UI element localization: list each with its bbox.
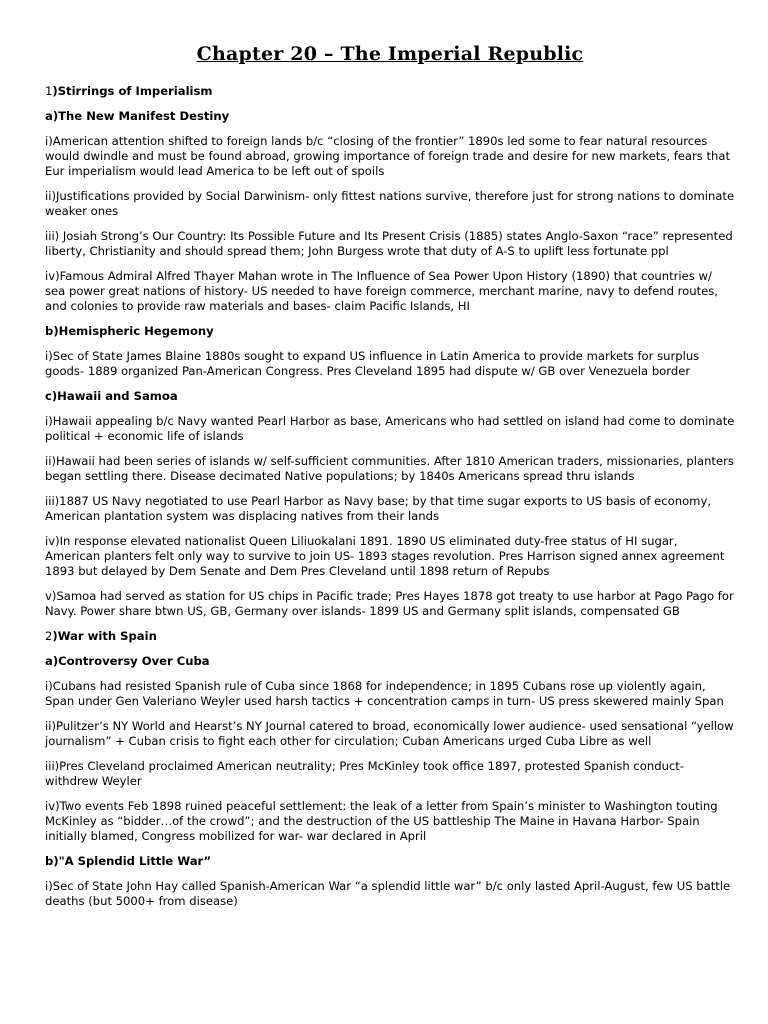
subsection-prefix: b — [45, 854, 54, 868]
paragraph: iii)Pres Cleveland proclaimed American neutrality; Pres McKinley took office 1897, protested Spanish conduct- withdrew Weyler — [45, 759, 685, 788]
subsection-prefix: a — [45, 654, 53, 668]
paragraph: ii)Hawaii had been series of islands w/ self-sufficient communities. After 1810 American traders, missionaries, planters began settling there. Disease decimated Native populations; by 1840s Americans spread thru islands — [45, 454, 734, 483]
section-title: )Stirrings of Imperialism — [52, 84, 213, 98]
document-page — [45, 0, 735, 909]
section-heading — [45, 629, 735, 644]
subsection-title: )The New Manifest Destiny — [52, 109, 230, 123]
subsection-title: )Hawaii and Samoa — [51, 389, 178, 403]
subsection-heading — [45, 854, 735, 869]
section-heading — [45, 84, 735, 99]
subsection-title: )Controversy Over Cuba — [52, 654, 210, 668]
page-title: Chapter 20 – The Imperial Republic — [196, 43, 584, 65]
paragraph: iv)Two events Feb 1898 ruined peaceful settlement: the leak of a letter from Spain’s minister to Washington touting McKinley as “bidder…of the crowd”; and the destruction of the US battleship The Maine in Havana Harbor- Spain initially blamed, Congress mobilized for war- war declared in April — [45, 799, 718, 843]
paragraph: i)Sec of State James Blaine 1880s sought to expand US influence in Latin America to provide markets for surplus goods- 1889 organized Pan-American Congress. Pres Cleveland 1895 had dispute w/ GB over Venezuela border — [45, 349, 700, 378]
document-body — [45, 84, 735, 909]
subsection-heading — [45, 324, 735, 339]
paragraph: ii)Justifications provided by Social Darwinism- only fittest nations survive, therefore just for strong nations to dominate weaker ones — [45, 189, 735, 218]
paragraph: i)American attention shifted to foreign lands b/c “closing of the frontier” 1890s led some to fear natural resources would dwindle and must be found abroad, growing importance of foreign trade and desire for new markets, fears that Eur imperialism would lead America to be left out of spoils — [45, 134, 731, 178]
section-number: 2 — [45, 629, 53, 643]
subsection-heading — [45, 109, 735, 124]
paragraph: iv)Famous Admiral Alfred Thayer Mahan wrote in The Influence of Sea Power Upon History (1890) that countries w/ sea power great nations of history- US needed to have foreign commerce, merchant marine, navy to defend routes, and colonies to provide raw materials and bases- claim Pacific Islands, HI — [45, 269, 718, 313]
paragraph: v)Samoa had served as station for US chips in Pacific trade; Pres Hayes 1878 got treaty to use harbor at Pago Pago for Navy. Power share btwn US, GB, Germany over islands- 1899 US and Germany split islands, compensated GB — [45, 589, 734, 618]
section-title: )War with Spain — [52, 629, 157, 643]
subsection-prefix: a — [45, 109, 53, 123]
paragraph: iv)In response elevated nationalist Queen Liliuokalani 1891. 1890 US eliminated duty-free status of HI sugar, American planters felt only way to survive to join US- 1893 stages revolution. Pres Harrison signed annex agreement 1893 but delayed by Dem Senate and Dem Pres Cleveland until 1898 return of Repubs — [45, 534, 725, 578]
subsection-heading — [45, 654, 735, 669]
paragraph: iii)1887 US Navy negotiated to use Pearl Harbor as Navy base; by that time sugar exports to US basis of economy, American plantation system was displacing natives from their lands — [45, 494, 712, 523]
subsection-title: )"A Splendid Little War” — [53, 854, 212, 868]
subsection-title: )Hemispheric Hegemony — [53, 324, 214, 338]
paragraph: iii) Josiah Strong’s Our Country: Its Possible Future and Its Present Crisis (1885) states Anglo-Saxon “race” represented liberty, Christianity and should spread them; John Burgess wrote that duty of A-S to uplift less fortunate ppl — [45, 229, 733, 258]
paragraph: ii)Pulitzer’s NY World and Hearst’s NY Journal catered to broad, economically lower audience- used sensational “yellow journalism” + Cuban crisis to fight each other for circulation; Cuban Americans urged Cuba Libre as well — [45, 719, 734, 748]
paragraph: i)Hawaii appealing b/c Navy wanted Pearl Harbor as base, Americans who had settled on island had come to dominate political + economic life of islands — [45, 414, 735, 443]
section-number: 1 — [45, 84, 53, 98]
subsection-heading — [45, 389, 735, 404]
paragraph: i)Cubans had resisted Spanish rule of Cuba since 1868 for independence; in 1895 Cubans rose up violently again, Span under Gen Valeriano Weyler used harsh tactics + concentration camps in turn- US press skewered mainly Span — [45, 679, 724, 708]
paragraph: i)Sec of State John Hay called Spanish-American War “a splendid little war” b/c only lasted April-August, few US battle deaths (but 5000+ from disease) — [45, 879, 731, 908]
subsection-prefix: b — [45, 324, 54, 338]
subsection-prefix: c — [45, 389, 52, 403]
